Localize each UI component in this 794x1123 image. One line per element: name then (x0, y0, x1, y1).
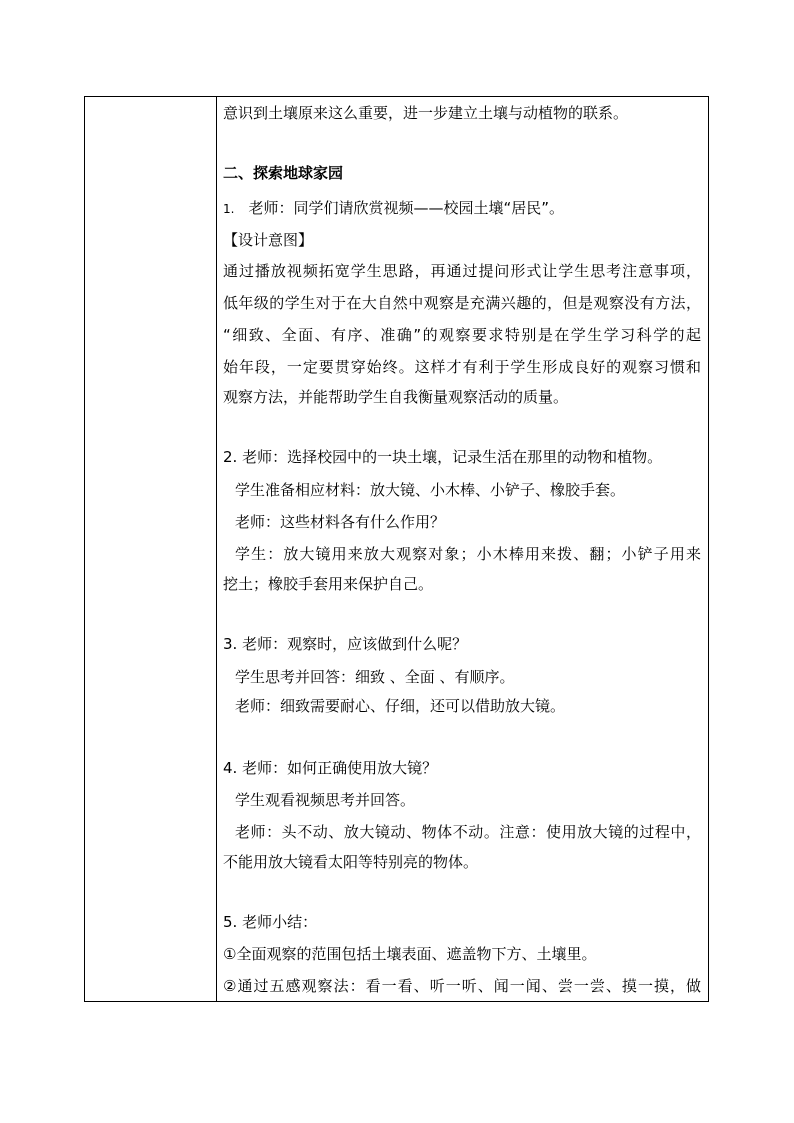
dialogue-line: 老师：这些材料各有什么作用？ (235, 513, 446, 531)
paragraph-line: 意识到土壤原来这么重要，进一步建立土壤与动植物的联系。 (223, 104, 629, 122)
step-number: 1. (223, 202, 235, 216)
dialogue-line: 学生观看视频思考并回答。 (235, 791, 416, 809)
step-5-line: 5. 老师小结： (223, 913, 318, 931)
step-1-line (223, 198, 564, 218)
paragraph-line: 低年级的学生对于在大自然中观察是充满兴趣的，但是观察没有方法， (223, 294, 701, 312)
paragraph-line: 始年段，一定要贯穿始终。这样才有利于学生形成良好的观察习惯和 (223, 358, 701, 376)
summary-item: ①全面观察的范围包括土壤表面、遮盖物下方、土壤里。 (223, 945, 597, 963)
design-intent-heading: 【设计意图】 (223, 231, 314, 249)
dialogue-line: 学生：放大镜用来放大观察对象；小木棒用来拨、翻；小铲子用来 (235, 545, 701, 563)
dialogue-line: 老师：头不动、放大镜动、物体不动。注意：使用放大镜的过程中， (235, 823, 701, 841)
step-3-line: 3. 老师：观察时，应该做到什么呢？ (223, 635, 468, 653)
step-2-line: 2. 老师：选择校园中的一块土壤，记录生活在那里的动物和植物。 (223, 448, 663, 466)
section-heading: 二、探索地球家园 (223, 164, 344, 182)
lesson-table (84, 96, 709, 1002)
dialogue-line: 挖土；橡胶手套用来保护自己。 (223, 575, 434, 593)
dialogue-line: 不能用放大镜看太阳等特别亮的物体。 (223, 853, 479, 871)
left-column-cell (85, 97, 216, 1001)
summary-item: ②通过五感观察法：看一看、听一听、闻一闻、尝一尝、摸一摸，做 (223, 977, 701, 995)
step-4-line: 4. 老师：如何正确使用放大镜？ (223, 759, 438, 777)
paragraph-line: 观察方法，并能帮助学生自我衡量观察活动的质量。 (223, 388, 569, 406)
step-text: 老师：同学们请欣赏视频——校园土壤“居民”。 (248, 199, 564, 217)
paragraph-line: “细致、全面、有序、准确”的观察要求特别是在学生学习科学的起 (223, 326, 701, 344)
paragraph-line: 通过播放视频拓宽学生思路，再通过提问形式让学生思考注意事项， (223, 262, 701, 280)
dialogue-line: 老师：细致需要耐心、仔细，还可以借助放大镜。 (235, 697, 566, 715)
dialogue-line: 学生思考并回答：细致 、全面 、有顺序。 (235, 668, 515, 686)
content-cell (217, 97, 708, 1001)
dialogue-line: 学生准备相应材料：放大镜、小木棒、小铲子、橡胶手套。 (235, 481, 626, 499)
